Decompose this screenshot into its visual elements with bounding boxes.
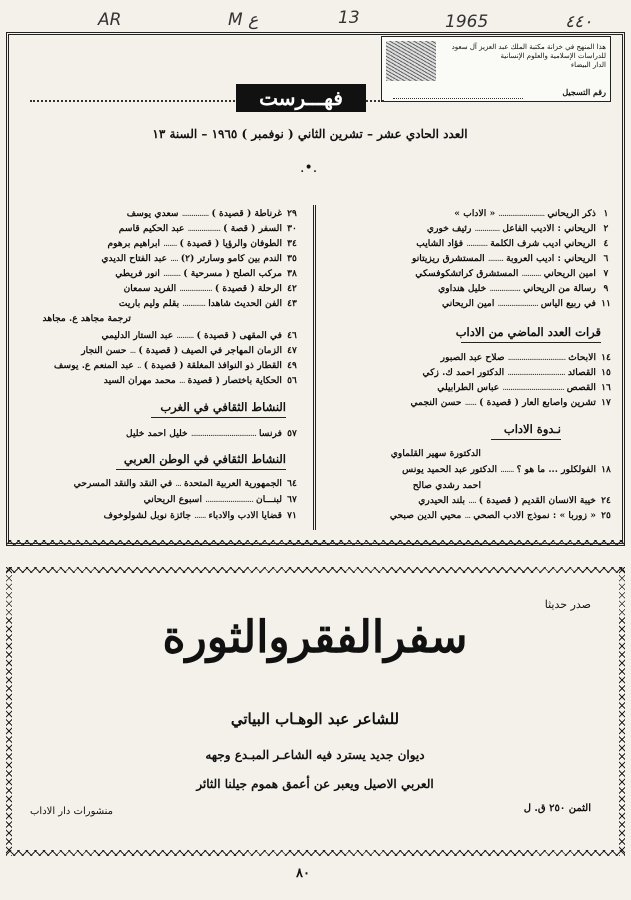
stamp-line-2: للدراسات الإسلامية والعلوم الإنسانية — [500, 52, 606, 60]
section-title-last-issue: قرات العدد الماضي من الاداب — [455, 325, 601, 339]
section-underline — [116, 469, 286, 470]
handwritten-note-4: 1965 — [445, 12, 489, 32]
toc-item: ٤٧ الزمان المهاجر في الصيف ( قصيدة ) ... حسن النجار — [81, 345, 297, 356]
toc-item: ٤٢ الرحلة ( قصيدة ) ................. الفريد سمعان — [123, 283, 297, 294]
toc-item: ٣٤ الطوفان والرؤيا ( قصيدة ) ....... ابراهيم برهوم — [107, 238, 297, 249]
zigzag-border — [6, 540, 625, 546]
column-divider — [313, 205, 317, 530]
section-underline — [151, 417, 286, 418]
ad-publisher: منشورات دار الاداب — [30, 806, 114, 817]
stamp-reg-line — [393, 98, 523, 99]
toc-item: ٦ الريحاني : اديب العروبة ........ المستشرق ريزيتانو — [411, 253, 609, 264]
section-underline — [461, 342, 601, 343]
toc-item: ٥٧ فرنسا .................................. خليل احمد خليل — [126, 428, 297, 439]
toc-item: ٣٥ الندم بين كامو وسارتر (٢) .... عبد الفتاح الديدي — [101, 253, 297, 264]
toc-item: ١١ في ربيع الياس ..................... امين الريحاني — [442, 298, 611, 309]
masthead-dots-right — [366, 100, 384, 102]
ornament-dots: .•. — [300, 160, 318, 176]
toc-item: ٢ الريحاني : الاديب الفاعل ............. رئيف خوري — [426, 223, 609, 234]
symposium-author: احمد رشدي صالح — [412, 480, 481, 491]
toc-item: ٦٧ لبنـــان ......................... اسبوع الريحاني — [143, 494, 297, 505]
toc-item: ١٦ القصص ................................ عباس الطرابيلي — [437, 382, 611, 393]
symposium-author: الدكتورة سهير القلماوي — [390, 448, 481, 459]
ad-description-2: العربي الاصيل ويعبر عن أعمق هموم جيلنا الثائر — [196, 777, 434, 791]
toc-item: ٩ رسالة من الريحاني ................ خليل هنداوي — [438, 283, 609, 294]
ad-new-label: صدر حديثا — [544, 598, 591, 611]
masthead-dots-left — [30, 100, 235, 102]
toc-item: ١٨ الفولكلور ... ما هو ؟ ....... الدكتور عبد الحميد يونس — [402, 464, 611, 475]
toc-item: ٧١ قضايا الادب والادباء ...... جائزة نوبل لشولوخوف — [103, 510, 297, 521]
handwritten-note-2: M ع — [228, 10, 259, 30]
ad-description-1: ديوان جديد يسترد فيه الشاعـر المبـدع وجهه — [205, 748, 425, 762]
toc-item: ٢٤ خيبة الانسان القديم ( قصيدة ) .... بلند الحيدري — [418, 495, 611, 506]
toc-item: ١٥ القصائد .............................. الدكتور احمد ك. زكي — [422, 367, 611, 378]
stamp-line-1: هذا المنهج في خزانة مكتبة الملك عبد العزيز آل سعود — [451, 43, 606, 51]
ad-price: الثمن ٢٥٠ ق. ل — [523, 803, 591, 814]
library-stamp — [381, 36, 611, 102]
toc-item: ٤٩ القطار ذو النوافذ المغلقة ( قصيدة ) .. عبد المنعم ع. يوسف — [53, 360, 297, 371]
section-title-symposium: نـدوة الاداب — [503, 422, 561, 436]
toc-item: ٣٠ السفر ( قصة ) ................. عبد الحكيم قاسم — [118, 223, 297, 234]
section-title-west: النشاط الثقافي في الغرب — [160, 400, 286, 414]
handwritten-note-1: AR — [98, 10, 122, 30]
ad-poet: للشاعر عبد الوهـاب البياتي — [230, 710, 400, 728]
toc-item: ١٤ الابحاث .............................. صلاح عبد الصبور — [440, 352, 611, 363]
toc-item: ٢٩ غرناطة ( قصيدة ) .............. سعدي يوسف — [126, 208, 297, 219]
ad-book-title: سفرالفقروالثورة — [162, 612, 468, 663]
issue-line: العدد الحادي عشر – تشرين الثاني ( نوفمبر ) ١٩٦٥ – السنة ١٣ — [152, 127, 468, 141]
handwritten-note-3: 13 — [338, 8, 360, 28]
stamp-reg-label: رقم التسجيل — [562, 87, 606, 97]
toc-item: ٤٦ في المقهى ( قصيدة ) ......... عبد الستار الدليمي — [101, 330, 297, 341]
toc-item: ٤ الريحاني اديب شرف الكلمة ........... فؤاد الشايب — [416, 238, 609, 249]
toc-item: ٤٣ الفن الحديث شاهدا ............ بقلم وليم باريت — [118, 298, 297, 309]
toc-item: ٦٤ الجمهورية العربية المتحدة ... في النقد والنقد المسرحي — [73, 478, 297, 489]
toc-item: ٣٨ مركب الصلح ( مسرحية ) ......... انور فريطي — [115, 268, 297, 279]
toc-item: ٢٥ « زوربا » : نموذج الادب الصحي ... محيي الدين صبحي — [389, 510, 611, 521]
section-title-arab: النشاط الثقافي في الوطن العربي — [123, 452, 286, 466]
toc-item: ١٧ تشرين واصابع العار ( قصيدة ) ...... حسن النجمي — [410, 397, 611, 408]
toc-item: ٧ امين الريحاني .......... المستشرق كراتشكوفسكي — [415, 268, 609, 279]
translator-credit: ترجمة مجاهد ع. مجاهد — [42, 313, 131, 324]
ad-border-right — [619, 567, 625, 856]
masthead-title: فهـــرست — [236, 84, 366, 112]
ad-border-top — [6, 567, 625, 573]
section-underline — [491, 439, 561, 440]
page-number: ٨٠ — [296, 866, 310, 881]
ad-border-left — [6, 567, 12, 856]
ad-border-bottom — [6, 850, 625, 856]
toc-item: ٥٦ الحكاية باختصار ( قصيدة ... محمد مهران السيد — [103, 375, 297, 386]
stamp-emblem — [386, 41, 436, 81]
toc-item: ١ ذكر الريحاني ........................ « الاداب » — [454, 208, 609, 219]
handwritten-note-5: ٤٤٠ — [565, 12, 593, 32]
stamp-line-3: الدار البيضاء — [570, 61, 606, 69]
